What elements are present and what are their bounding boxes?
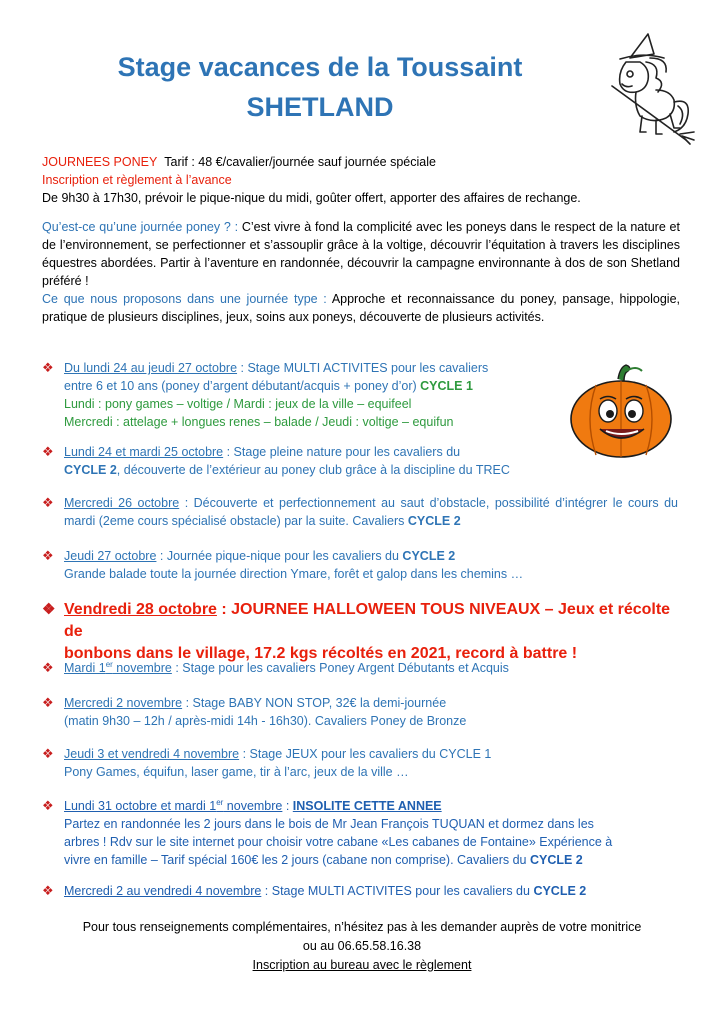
cycle-label: CYCLE 2 (64, 463, 117, 477)
diamond-bullet-icon: ❖ (42, 360, 54, 375)
item-date: Vendredi 28 octobre (64, 601, 217, 618)
item-text: bonbons dans le village, 17.2 kgs récoltés en 2021, record à battre ! (64, 645, 578, 662)
diamond-bullet-icon: ❖ (42, 548, 54, 563)
list-item (42, 443, 678, 481)
item-text: : Stage pleine nature pour les cavaliers du (223, 445, 461, 459)
pony-illustration (590, 28, 698, 146)
item-text: vivre en famille – Tarif spécial 160€ les 2 jours (cabane non comprise). Cavaliers du (64, 853, 530, 867)
insolite-label: INSOLITE CETTE ANNEE (292, 799, 442, 813)
journees-label: JOURNEES PONEY (42, 155, 158, 169)
intro-line-tarif (42, 153, 680, 171)
cycle-label: CYCLE 1 (420, 379, 473, 393)
item-text: : Stage pour les cavaliers Poney Argent Débutants et Acquis (171, 661, 509, 675)
page-subtitle: SHETLAND (246, 92, 394, 122)
list-item (42, 547, 678, 585)
inscription-text: Inscription et règlement à l’avance (42, 173, 232, 187)
item-text: Pony Games, équifun, laser game, tir à l’arc, jeux de la ville … (64, 765, 409, 779)
diamond-bullet-icon: ❖ (42, 695, 54, 710)
item-text: : Journée pique-nique pour les cavaliers du (156, 549, 403, 563)
item-text: : JOURNEE HALLOWEEN TOUS NIVEAUX – Jeux et récolte de (64, 601, 671, 640)
question-paragraph (42, 218, 680, 326)
item-text: (matin 9h30 – 12h / après-midi 14h - 16h30). Cavaliers Poney de Bronze (64, 714, 467, 728)
cycle-label: CYCLE 2 (533, 884, 587, 898)
item-text: : Stage MULTI ACTIVITES pour les cavaliers (237, 361, 489, 375)
item-text: , découverte de l’extérieur au poney club grâce à la discipline du TREC (116, 463, 510, 477)
page-title: Stage vacances de la Toussaint (117, 52, 523, 82)
footer-info: Pour tous renseignements complémentaires, n’hésitez pas à les demander auprès de votre monitrice (82, 920, 642, 934)
diamond-bullet-icon: ❖ (42, 798, 54, 813)
list-item (42, 694, 678, 732)
propose-text: Approche et reconnaissance du poney, pansage, hippologie, pratique de plusieurs disciplines, jeux, soins aux poneys, découverte de plusieurs activités. (42, 292, 680, 324)
item-date: Mercredi 2 au vendredi 4 novembre (64, 884, 262, 898)
item-date: Lundi 31 octobre et mardi 1er novembre (64, 797, 283, 813)
footer-inscription: Inscription au bureau avec le règlement (252, 958, 472, 972)
item-text: : Découverte et perfectionnement au saut d’obstacle, possibilité d’intégrer le cours du mardi (2eme cours spécialisé obstacle) par la suite. Cavaliers (64, 496, 678, 528)
item-date: Lundi 24 et mardi 25 octobre (64, 445, 224, 459)
question-label: Qu’est-ce qu’une journée poney ? : (42, 220, 239, 234)
cycle-label: CYCLE 2 (529, 853, 583, 867)
diamond-bullet-icon: ❖ (42, 660, 54, 675)
item-text: entre 6 et 10 ans (poney d’argent débutant/acquis + poney d’or) (64, 379, 421, 393)
cycle-label: CYCLE 2 (402, 549, 456, 563)
item-date: Mardi 1er novembre (64, 659, 172, 675)
tarif-text: Tarif : 48 €/cavalier/journée sauf journée spéciale (164, 155, 436, 169)
item-text: : Stage JEUX pour les cavaliers du CYCLE 1 (239, 747, 492, 761)
question-text: C’est vivre à fond la complicité avec les poneys dans le respect de la nature et de l’environnement, se perfectionner et s’assouplir grâce à la voltige, découvrir l’équitation à travers les disciplines équestres abordées. Partir à l’aventure en randonnée, découvrir la campagne environnante à dos de son Shetland préféré ! (42, 220, 680, 288)
item-text: : Stage BABY NON STOP, 32€ la demi-journée (182, 696, 447, 710)
list-item (42, 659, 678, 679)
item-date: Jeudi 27 octobre (64, 549, 157, 563)
diamond-bullet-icon: ❖ (42, 746, 54, 761)
item-date: Du lundi 24 au jeudi 27 octobre (64, 361, 238, 375)
item-text: Grande balade toute la journée direction Ymare, forêt et galop dans les chemins … (64, 567, 524, 581)
diamond-bullet-icon: ❖ (42, 495, 54, 510)
footer-phone: ou au 06.65.58.16.38 (302, 939, 422, 953)
list-item (42, 494, 678, 532)
list-item: ❖ Lundi 31 octobre et mardi 1er novembre : INSOLITE CETTE ANNEE Partez en randonnée les 2 jours dans le bois de Mr Jean François TUQUAN et dormez dans les arbres ! Rdv sur le site internet pour choisir votre cabane «Les cabanes de Fontaine» Expérience à vivre en famille – Tarif spécial 160€ les 2 jours (cabane non comprise). Cavaliers du CYCLE 2 (42, 797, 678, 871)
diamond-bullet-icon: ❖ (42, 601, 56, 618)
item-text: : Stage MULTI ACTIVITES pour les cavaliers du (261, 884, 534, 898)
item-date: Mercredi 26 octobre (64, 496, 180, 510)
list-item (42, 745, 678, 783)
list-item (42, 882, 678, 902)
item-text: Partez en randonnée les 2 jours dans le bois de Mr Jean François TUQUAN et dormez dans les (64, 817, 594, 831)
item-text: Mercredi : attelage + longues renes – balade / Jeudi : voltige – equifun (64, 415, 454, 429)
item-text: arbres ! Rdv sur le site internet pour choisir votre cabane «Les cabanes de Fontaine» Expérience à (64, 835, 613, 849)
diamond-bullet-icon: ❖ (42, 444, 54, 459)
item-text: Lundi : pony games – voltige / Mardi : jeux de la ville – equifeel (64, 397, 412, 411)
diamond-bullet-icon: ❖ (42, 883, 54, 898)
list-item-highlight (42, 599, 678, 662)
item-date: Mercredi 2 novembre (64, 696, 183, 710)
horaires-text: De 9h30 à 17h30, prévoir le pique-nique du midi, goûter offert, apporter des affaires de rechange. (42, 191, 581, 205)
item-date: Jeudi 3 et vendredi 4 novembre (64, 747, 240, 761)
cycle-label: CYCLE 2 (407, 514, 461, 528)
list-item (42, 359, 678, 433)
propose-label: Ce que nous proposons dans une journée type : (42, 292, 327, 306)
